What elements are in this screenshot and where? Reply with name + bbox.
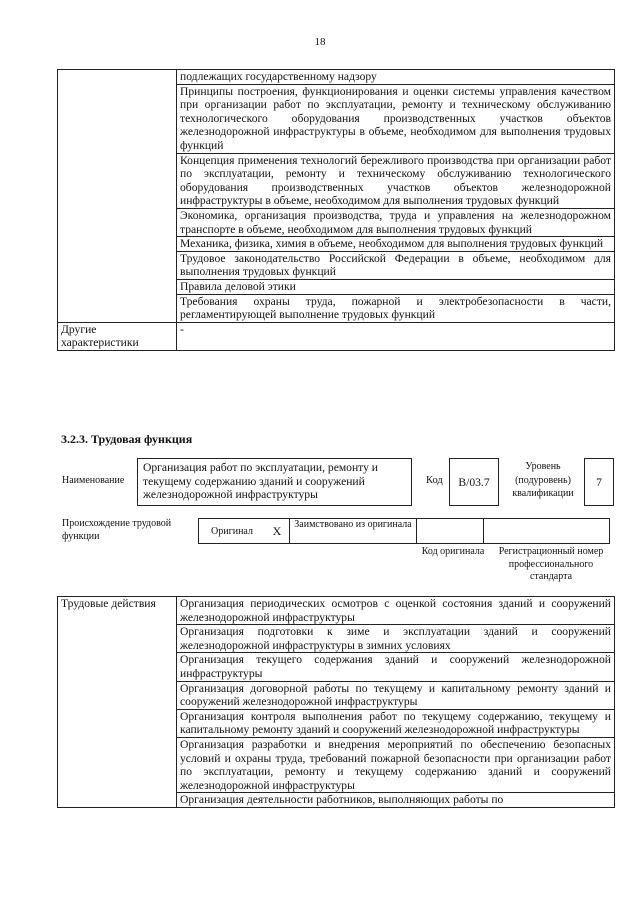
knowledge-item: Механика, физика, химия в объеме, необходимом для выполнения трудовых функций [177, 237, 615, 252]
knowledge-item: Требования охраны труда, пожарной и электробезопасности в части, регламентирующей выполнение трудовых функций [177, 294, 615, 322]
labor-action-item: Организация подготовки к зиме и эксплуатации зданий и сооружений железнодорожной инфраструктуры в зимних условиях [177, 625, 615, 653]
original-label: Оригинал [199, 519, 266, 544]
labor-actions-table [57, 596, 615, 808]
table-row [58, 597, 615, 625]
name-label: Наименование [62, 475, 125, 486]
knowledge-item: Трудовое законодательство Российской Федерации в объеме, необходимом для выполнения трудовых функций [177, 251, 615, 279]
section-heading: 3.2.3. Трудовая функция [61, 432, 193, 446]
other-characteristics-label: Другие характеристики [58, 322, 177, 350]
empty-label-cell [58, 70, 177, 323]
table-row [58, 322, 615, 350]
labor-action-item: Организация разработки и внедрения мероприятий по обеспечению безопасных условий и охраны труда, требований пожарной безопасности при организации работ по эксплуатации, ремонту и текущему содержанию зданий и сооружений железнодорожной инфраструктуры [177, 737, 615, 792]
origin-label: Происхождение трудовой функции [62, 518, 172, 542]
reg-number-caption: Регистрационный номер профессионального стандарта [498, 546, 604, 582]
knowledge-item: подлежащих государственному надзору [177, 70, 615, 85]
origin-table [198, 518, 610, 544]
function-name-box: Организация работ по эксплуатации, ремонту и текущему содержанию зданий и сооружений железнодорожной инфраструктуры [137, 458, 412, 506]
page-number: 18 [314, 36, 326, 48]
knowledge-item: Экономика, организация производства, труда и управления на железнодорожном транспорте в объеме, необходимом для выполнения трудовых функций [177, 208, 615, 236]
other-characteristics-value: - [177, 322, 615, 350]
labor-action-item: Организация периодических осмотров с оценкой состояния зданий и сооружений железнодорожной инфраструктуры [177, 597, 615, 625]
table-row [58, 70, 615, 85]
labor-action-item: Организация договорной работы по текущему и капитальному ремонту зданий и сооружений железнодорожной инфраструктуры [177, 681, 615, 709]
reg-number-cell [484, 519, 610, 544]
knowledge-item: Концепция применения технологий бережливого производства при организации работ по эксплуатации, ремонту и техническому обслуживанию технологического оборудования производственных участков объектов железнодорожной инфраструктуры в объеме, необходимом для выполнения трудовых функций [177, 153, 615, 208]
orig-code-caption: Код оригинала [421, 546, 485, 557]
code-label: Код [426, 475, 443, 486]
code-box: В/03.7 [449, 458, 499, 506]
original-mark: X [265, 519, 290, 544]
knowledge-item: Принципы построения, функционирования и оценки системы управления качеством при организации работ по эксплуатации, ремонту и техническому обслуживанию технологического оборудования производственных участков объектов железнодорожной инфраструктуры в объеме, необходимом для выполнения трудовых функций [177, 84, 615, 153]
borrowed-label: Заимствовано из оригинала [290, 519, 417, 544]
labor-action-item: Организация текущего содержания зданий и сооружений железнодорожной инфраструктуры [177, 653, 615, 681]
level-label: Уровень (подуровень) квалификации [512, 461, 574, 499]
labor-actions-label: Трудовые действия [58, 597, 177, 808]
labor-action-item: Организация деятельности работников, выполняющих работы по [177, 793, 615, 808]
level-box: 7 [584, 458, 614, 506]
knowledge-table [57, 69, 615, 351]
orig-code-cell [417, 519, 484, 544]
knowledge-item: Правила деловой этики [177, 279, 615, 294]
labor-action-item: Организация контроля выполнения работ по текущему содержанию, текущему и капитальному ремонту зданий и сооружений железнодорожной инфраструктуры [177, 709, 615, 737]
table-row [199, 519, 610, 544]
